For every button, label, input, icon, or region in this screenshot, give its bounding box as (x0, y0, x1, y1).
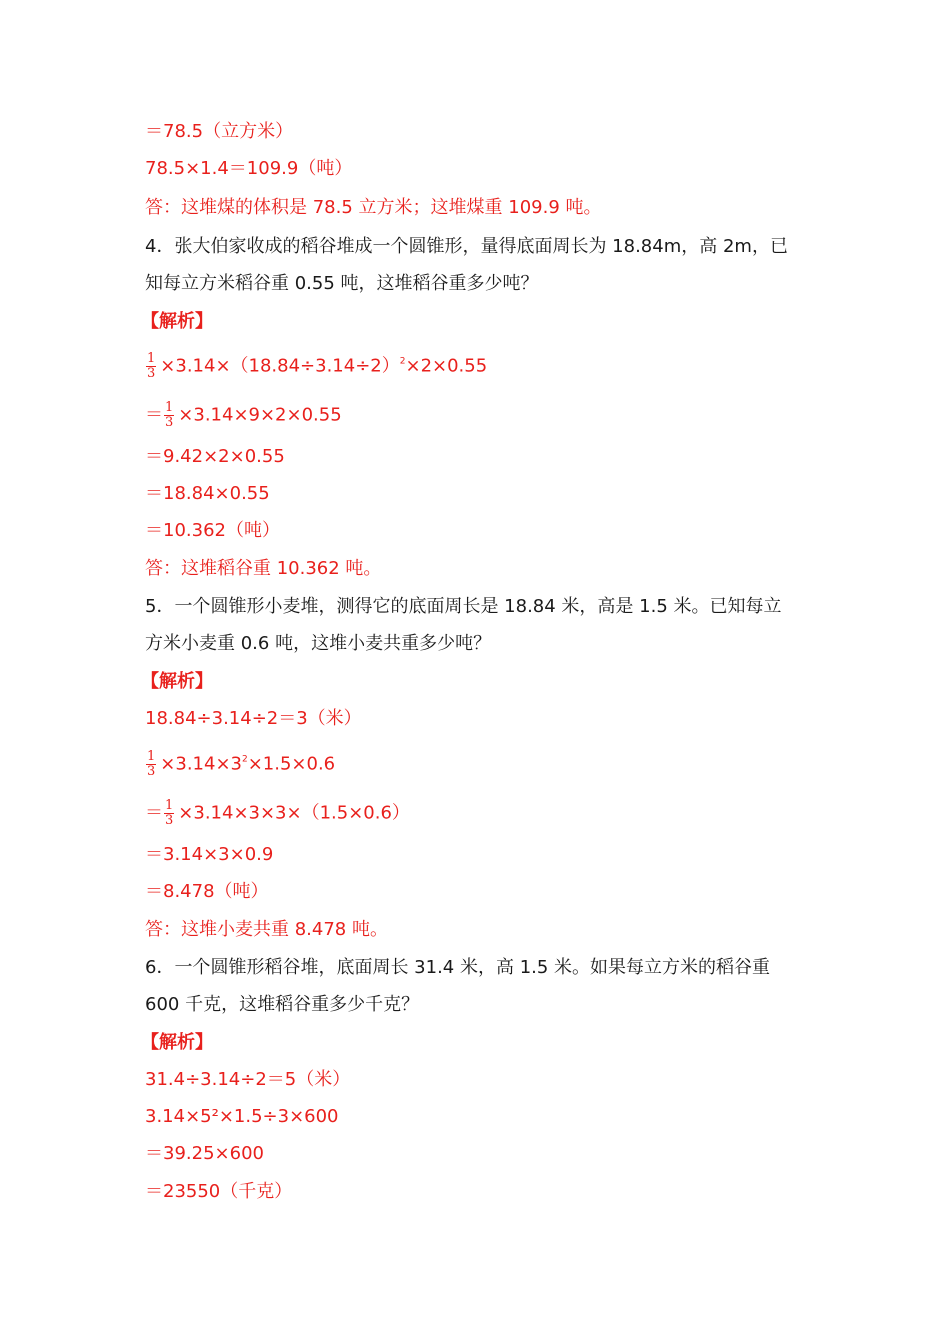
q5-step1: 18.84÷3.14÷2＝3（米） (145, 708, 362, 729)
q6-question-line1: 6．一个圆锥形稻谷堆，底面周长 31.4 米，高 1.5 米。如果每立方米的稻谷重 (145, 957, 771, 978)
q5-step5: ＝8.478（吨） (145, 881, 269, 902)
q4-step3: ＝9.42×2×0.55 (145, 446, 285, 467)
q6-question-line2: 600 千克，这堆稻谷重多少千克？ (145, 994, 420, 1015)
q4-step1: $\frac{1}{3}$ $\times 3.14\times(18.84\div 3.14\div 2)^2\times 2\times 0.55$ (147, 351, 488, 381)
q6-step1: 31.4÷3.14÷2＝5（米） (145, 1069, 351, 1090)
q5-step3: ＝ $\frac{1}{3}$ ×3.14×3×3×（1.5×0.6） (145, 798, 410, 828)
q4-answer: 答：这堆稻谷重 10.362 吨。 (145, 558, 382, 579)
q5-question-line1: 5．一个圆锥形小麦堆，测得它的底面周长是 18.84 米，高是 1.5 米。已知每立 (145, 596, 782, 617)
q6-step2: 3.14×5²×1.5÷3×600 (145, 1106, 339, 1127)
q4-step4: ＝18.84×0.55 (145, 483, 270, 504)
q4-step2: ＝ $\frac{1}{3}$ ×3.14×9×2×0.55 (145, 400, 342, 430)
q5-step4: ＝3.14×3×0.9 (145, 844, 274, 865)
q6-step3: ＝39.25×600 (145, 1143, 264, 1164)
fraction-one-third: $\frac{1}{3}$ (165, 400, 174, 430)
q3-step-weight: 78.5×1.4＝109.9（吨） (145, 158, 353, 179)
fraction-one-third: $\frac{1}{3}$ (147, 351, 156, 381)
fraction-one-third: $\frac{1}{3}$ (147, 749, 156, 779)
q4-question-line1: 4．张大伯家收成的稻谷堆成一个圆锥形，量得底面周长为 18.84m，高 2m，已 (145, 236, 788, 257)
q3-step-volume: ＝78.5（立方米） (145, 121, 294, 142)
q3-answer: 答：这堆煤的体积是 78.5 立方米；这堆煤重 109.9 吨。 (145, 197, 602, 218)
q4-step5: ＝10.362（吨） (145, 520, 280, 541)
q6-analysis-label: 【解析】 (141, 1032, 213, 1053)
q5-analysis-label: 【解析】 (141, 671, 213, 692)
q4-analysis-label: 【解析】 (141, 311, 213, 332)
fraction-one-third: $\frac{1}{3}$ (165, 798, 174, 828)
q5-question-line2: 方米小麦重 0.6 吨，这堆小麦共重多少吨？ (145, 633, 492, 654)
q4-question-line2: 知每立方米稻谷重 0.55 吨，这堆稻谷重多少吨？ (145, 273, 539, 294)
q5-step2: $\frac{1}{3}$ $\times 3.14\times 3^2\times 1.5\times 0.6$ (147, 749, 336, 779)
q6-step4: ＝23550（千克） (145, 1181, 293, 1202)
q5-answer: 答：这堆小麦共重 8.478 吨。 (145, 919, 388, 940)
